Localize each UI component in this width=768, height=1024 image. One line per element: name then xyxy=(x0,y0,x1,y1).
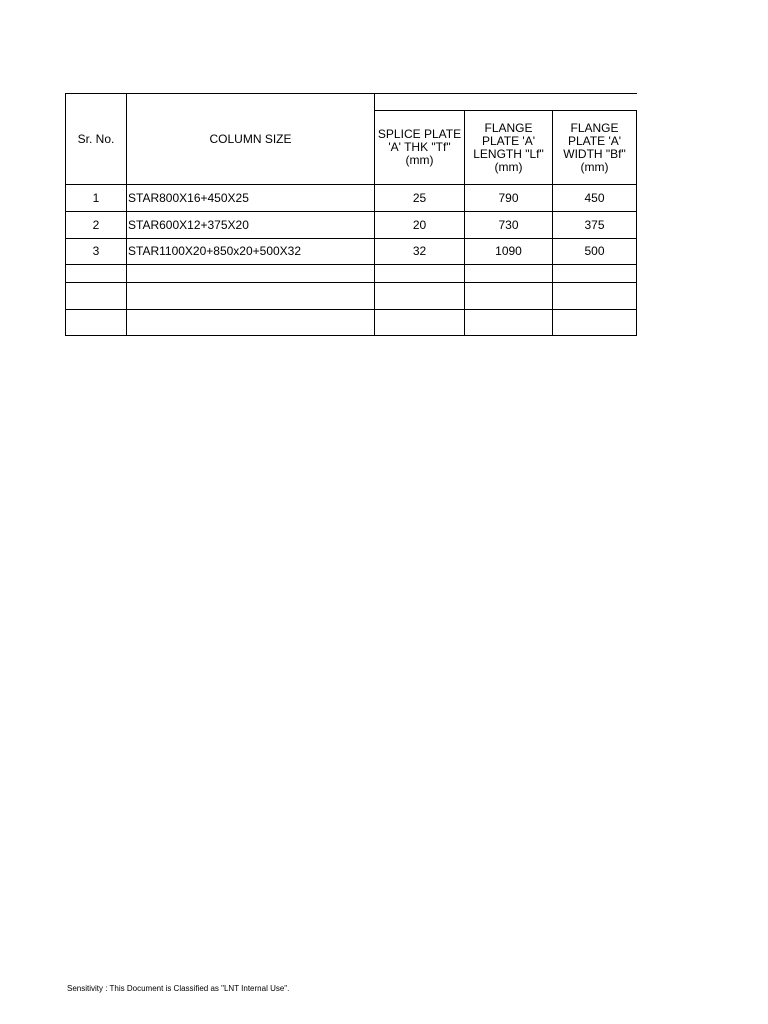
cell-tf: 20 xyxy=(375,212,465,239)
cell-tf xyxy=(375,283,465,310)
plate-schedule-table xyxy=(65,93,637,336)
header-sr-no: Sr. No. xyxy=(66,94,127,185)
cell-lf: 730 xyxy=(465,212,553,239)
table-row xyxy=(66,185,637,212)
cell-bf: 500 xyxy=(553,239,637,265)
header-flange-plate-width: FLANGE PLATE 'A' WIDTH "Bf" (mm) xyxy=(553,111,637,185)
cell-sr-no: 3 xyxy=(66,239,127,265)
cell-tf: 32 xyxy=(375,239,465,265)
table-row xyxy=(66,212,637,239)
cell-column-size: STAR800X16+450X25 xyxy=(127,185,375,212)
cell-column-size: STAR600X12+375X20 xyxy=(127,212,375,239)
cell-lf xyxy=(465,283,553,310)
cell-sr-no xyxy=(66,265,127,283)
cell-lf: 1090 xyxy=(465,239,553,265)
cell-bf: 375 xyxy=(553,212,637,239)
cell-column-size xyxy=(127,283,375,310)
header-group-blank xyxy=(375,94,637,111)
cell-sr-no: 2 xyxy=(66,212,127,239)
table-row xyxy=(66,265,637,283)
header-flange-plate-length: FLANGE PLATE 'A' LENGTH "Lf" (mm) xyxy=(465,111,553,185)
cell-sr-no: 1 xyxy=(66,185,127,212)
header-column-size: COLUMN SIZE xyxy=(127,94,375,185)
cell-tf: 25 xyxy=(375,185,465,212)
table-row xyxy=(66,310,637,336)
cell-sr-no xyxy=(66,283,127,310)
table-row xyxy=(66,283,637,310)
cell-bf: 450 xyxy=(553,185,637,212)
cell-lf: 790 xyxy=(465,185,553,212)
cell-column-size xyxy=(127,310,375,336)
cell-lf xyxy=(465,310,553,336)
cell-bf xyxy=(553,265,637,283)
sensitivity-footer: Sensitivity : This Document is Classified as "LNT Internal Use". xyxy=(67,984,290,993)
cell-bf xyxy=(553,310,637,336)
table-row xyxy=(66,239,637,265)
cell-sr-no xyxy=(66,310,127,336)
cell-tf xyxy=(375,310,465,336)
cell-tf xyxy=(375,265,465,283)
header-row-top xyxy=(66,94,637,111)
cell-column-size xyxy=(127,265,375,283)
cell-lf xyxy=(465,265,553,283)
cell-column-size: STAR1100X20+850x20+500X32 xyxy=(127,239,375,265)
header-splice-plate-thk: SPLICE PLATE 'A' THK "Tf" (mm) xyxy=(375,111,465,185)
cell-bf xyxy=(553,283,637,310)
